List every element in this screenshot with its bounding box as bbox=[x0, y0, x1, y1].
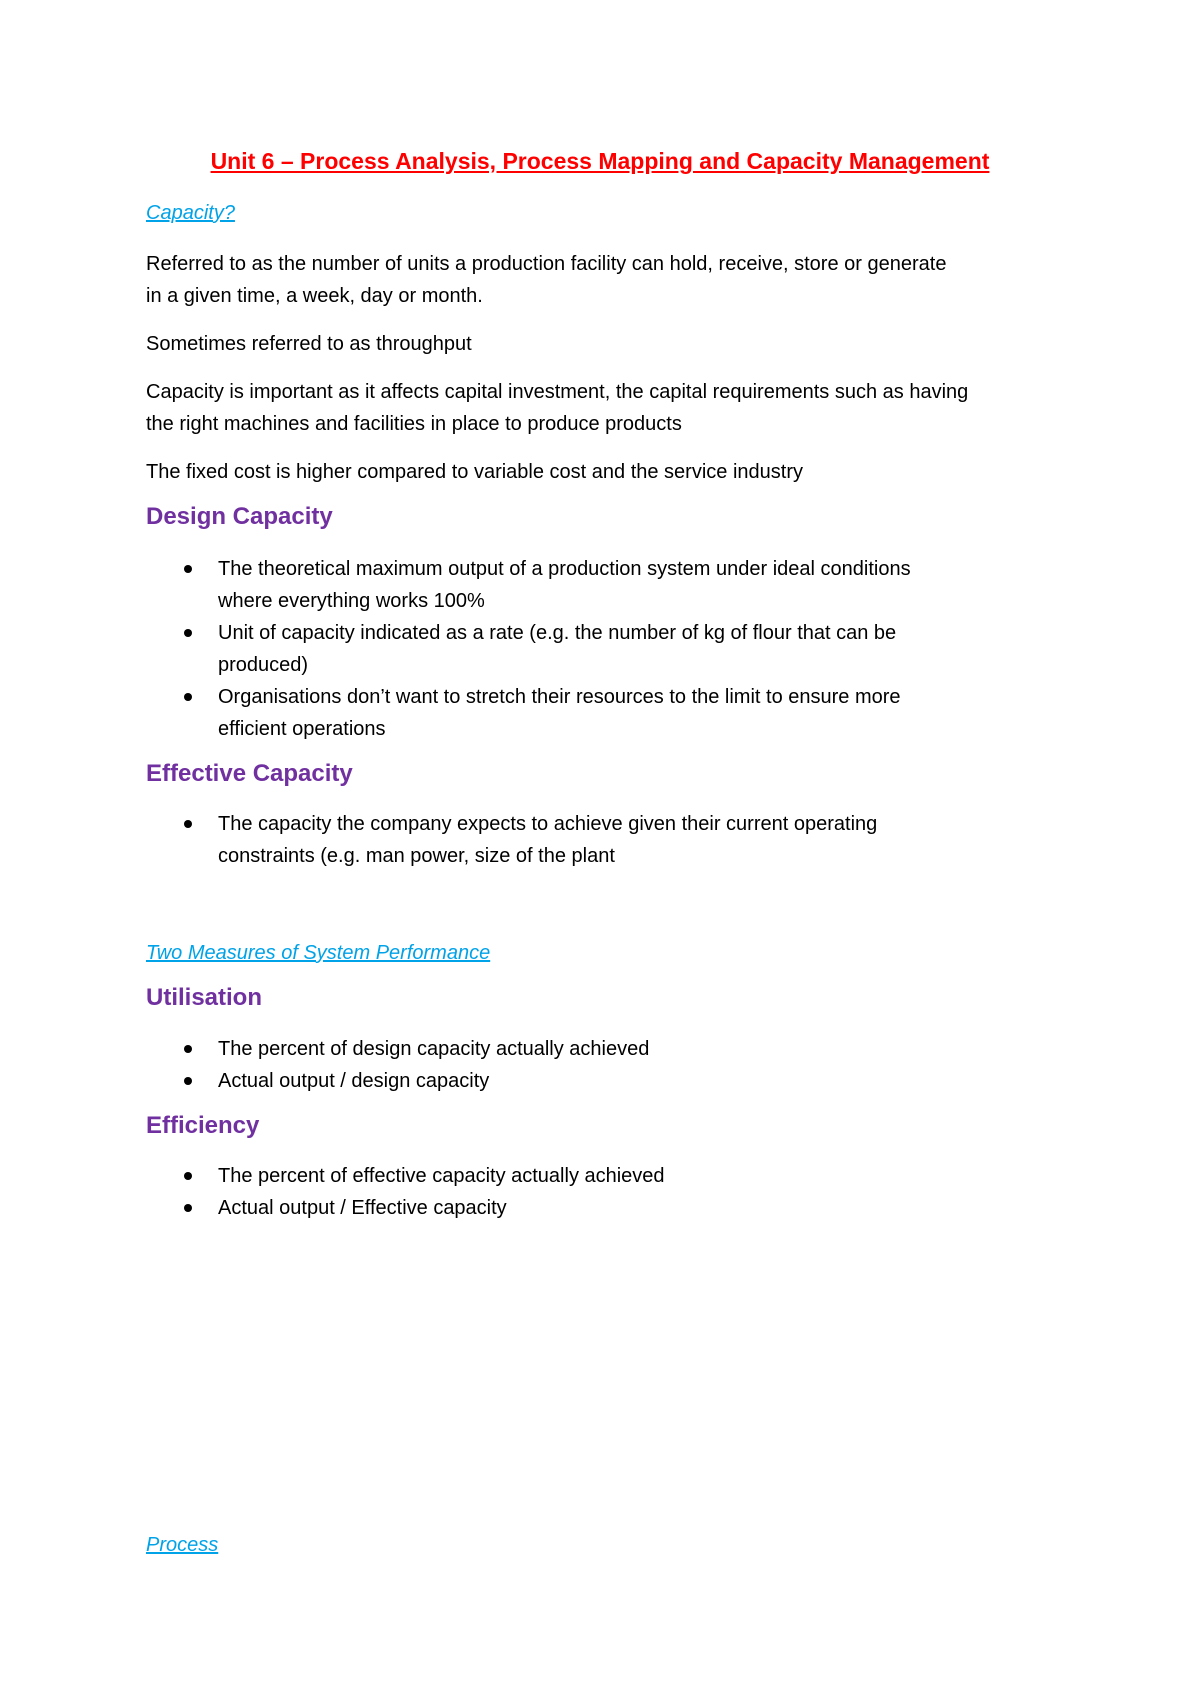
list-item bbox=[146, 1160, 1046, 1192]
bullet-icon bbox=[184, 1172, 192, 1180]
heading-utilisation: Utilisation bbox=[146, 984, 263, 1011]
measures-link[interactable]: Two Measures of System Performance bbox=[146, 942, 491, 964]
heading-effective-capacity: Effective Capacity bbox=[146, 760, 353, 787]
utilisation-list bbox=[146, 1033, 1046, 1097]
list-item-line: where everything works 100% bbox=[218, 590, 485, 612]
paragraph-line: in a given time, a week, day or month. bbox=[146, 285, 483, 307]
list-item-line: Unit of capacity indicated as a rate (e.g. the number of kg of flour that can be bbox=[218, 622, 897, 644]
paragraph-fixed-cost: The fixed cost is higher compared to variable cost and the service industry bbox=[146, 461, 803, 483]
bullet-icon bbox=[184, 565, 192, 573]
document-title: Unit 6 – Process Analysis, Process Mapping and Capacity Management bbox=[210, 148, 990, 174]
list-item-line: Actual output / design capacity bbox=[218, 1070, 490, 1092]
paragraph-line: the right machines and facilities in place to produce products bbox=[146, 413, 682, 435]
list-item bbox=[146, 553, 1046, 617]
process-link[interactable]: Process bbox=[146, 1534, 219, 1556]
list-item bbox=[146, 808, 1046, 872]
bullet-icon bbox=[184, 1204, 192, 1212]
bullet-icon bbox=[184, 820, 192, 828]
paragraph-definition bbox=[146, 248, 946, 312]
heading-design-capacity: Design Capacity bbox=[146, 503, 333, 530]
bullet-icon bbox=[184, 1077, 192, 1085]
heading-efficiency: Efficiency bbox=[146, 1112, 260, 1139]
list-item-line: The theoretical maximum output of a production system under ideal conditions bbox=[218, 558, 911, 580]
list-item-line: The percent of design capacity actually achieved bbox=[218, 1038, 650, 1060]
list-item-line: constraints (e.g. man power, size of the plant bbox=[218, 845, 615, 867]
list-item bbox=[146, 617, 1046, 681]
effective-capacity-list bbox=[146, 808, 1046, 872]
list-item-line: Actual output / Effective capacity bbox=[218, 1197, 507, 1219]
bullet-icon bbox=[184, 693, 192, 701]
paragraph-line: Capacity is important as it affects capital investment, the capital requirements such as having bbox=[146, 381, 969, 403]
capacity-link[interactable]: Capacity? bbox=[146, 202, 235, 224]
list-item bbox=[146, 681, 1046, 745]
list-item bbox=[146, 1192, 1046, 1224]
list-item-line: produced) bbox=[218, 654, 309, 676]
design-capacity-list bbox=[146, 553, 1046, 745]
bullet-icon bbox=[184, 1045, 192, 1053]
paragraph-importance bbox=[146, 376, 968, 440]
list-item bbox=[146, 1065, 1046, 1097]
bullet-icon bbox=[184, 629, 192, 637]
list-item-line: Organisations don’t want to stretch their resources to the limit to ensure more bbox=[218, 686, 901, 708]
efficiency-list bbox=[146, 1160, 1046, 1224]
list-item-line: efficient operations bbox=[218, 718, 386, 740]
list-item-line: The capacity the company expects to achieve given their current operating bbox=[218, 813, 878, 835]
list-item-line: The percent of effective capacity actually achieved bbox=[218, 1165, 665, 1187]
paragraph-throughput: Sometimes referred to as throughput bbox=[146, 333, 472, 355]
list-item bbox=[146, 1033, 1046, 1065]
paragraph-line: Referred to as the number of units a production facility can hold, receive, store or generate bbox=[146, 253, 947, 275]
